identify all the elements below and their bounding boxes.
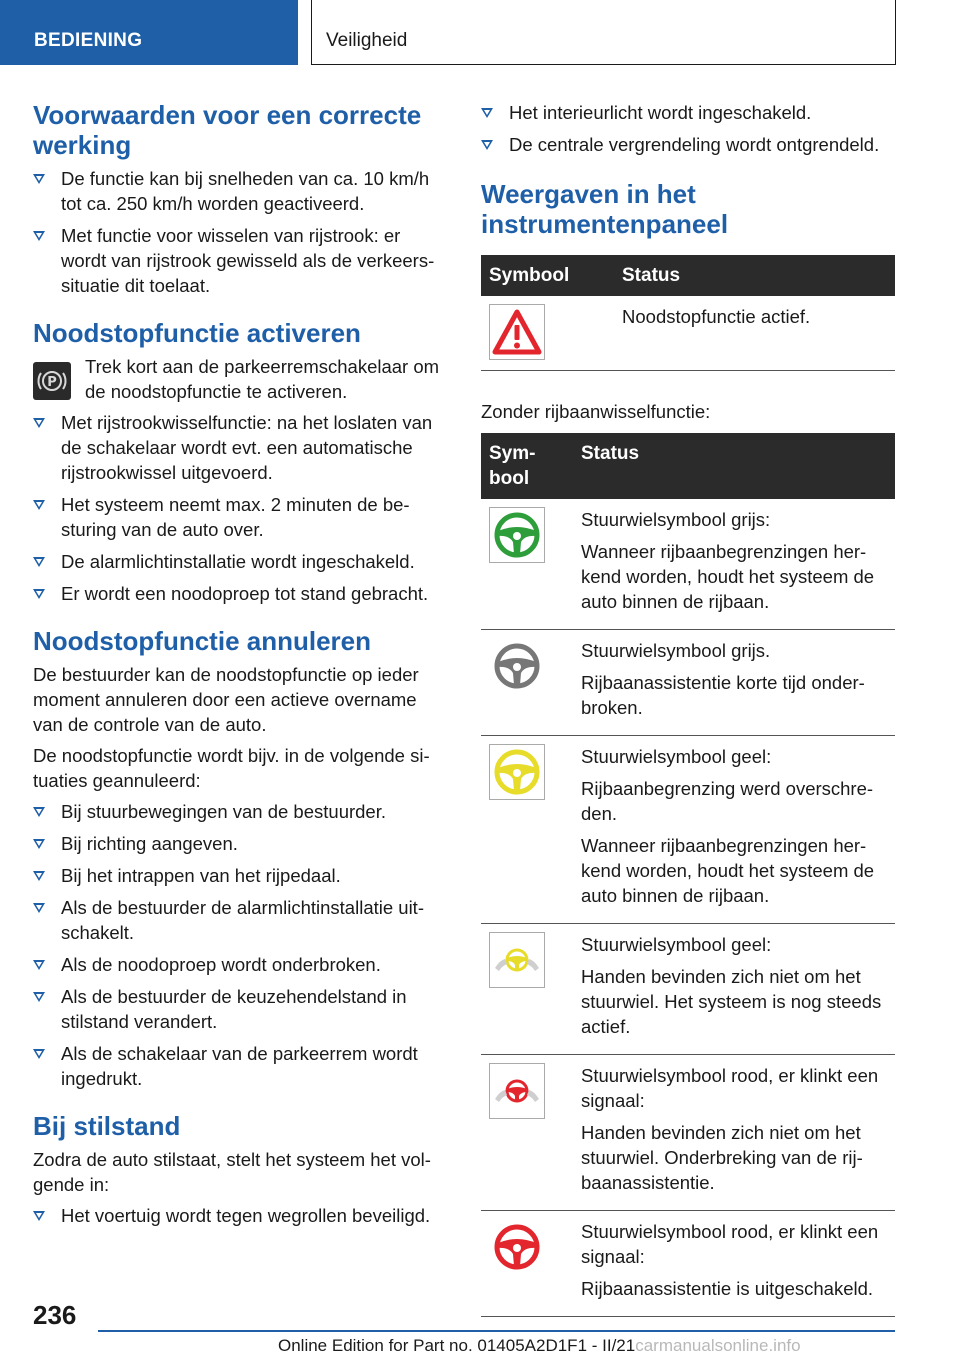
list-item: Als de bestuurder de keuzehendelstand in stilstand verandert. xyxy=(33,984,447,1034)
steering-wheel-yellow-icon xyxy=(489,744,545,800)
watermark: carmanualsonline.info xyxy=(635,1336,801,1355)
table-row: Stuurwielsymbool grijs: Wanneer rijbaanbegrenzingen her‐kend worden, houdt het systeem de auto binnen de rijbaan. xyxy=(481,499,895,630)
list-activeren xyxy=(33,410,447,606)
chapter-tab xyxy=(311,0,896,65)
bullet-triangle-icon xyxy=(33,992,45,1002)
list-stilstand xyxy=(33,1203,447,1228)
parking-brake-icon xyxy=(33,362,71,400)
heading-weergaven: Weergaven in het instrumentenpaneel xyxy=(481,179,729,239)
left-column xyxy=(33,100,447,1235)
bullet-triangle-icon xyxy=(481,108,493,118)
table-row: Stuurwielsymbool geel: Rijbaanbegrenzing werd overschre‐den. Wanneer rijbaanbegrenzingen her‐kend worden, houdt het systeem de auto binnen de rijbaan. xyxy=(481,736,895,924)
list-item: De functie kan bij snelheden van ca. 10 km/h tot ca. 250 km/h worden geactiveerd. xyxy=(33,166,447,216)
list-stilstand-cont xyxy=(481,100,895,157)
list-item: Bij het intrappen van het rijpedaal. xyxy=(33,863,447,888)
table-row: Stuurwielsymbool rood, er klinkt een signaal: Rijbaanassistentie is uitgeschakeld. xyxy=(481,1211,895,1317)
steering-wheel-green-icon xyxy=(489,507,545,563)
steering-wheel-hands-red-icon xyxy=(489,1063,545,1119)
list-item: Als de noodoproep wordt onderbroken. xyxy=(33,952,447,977)
bullet-triangle-icon xyxy=(33,1049,45,1059)
bullet-triangle-icon xyxy=(33,174,45,184)
list-item: Met functie voor wisselen van rijstrook: er wordt van rijstrook gewisseld als de verkeers‐situatie dit toelaat. xyxy=(33,223,447,298)
footer-edition: Online Edition for Part no. 01405A2D1F1 - II/21carmanualsonline.info xyxy=(278,1336,801,1355)
steering-wheel-gray-icon xyxy=(489,638,545,694)
table-row: Stuurwielsymbool grijs. Rijbaanassistentie korte tijd onder‐broken. xyxy=(481,630,895,736)
bullet-triangle-icon xyxy=(33,807,45,817)
table-header-symbol: Symbool xyxy=(481,255,614,296)
bullet-triangle-icon xyxy=(33,839,45,849)
bullet-triangle-icon xyxy=(33,960,45,970)
bullet-triangle-icon xyxy=(33,418,45,428)
table-stuurwiel xyxy=(481,433,895,1317)
bullet-triangle-icon xyxy=(481,140,493,150)
table-row: Stuurwielsymbool rood, er klinkt een signaal: Handen bevinden zich niet om het stuurwiel. Onderbreking van de rij‐baanassistentie. xyxy=(481,1055,895,1211)
heading-stilstand: Bij stilstand xyxy=(33,1111,181,1141)
warning-triangle-icon xyxy=(489,304,545,360)
list-item: Als de schakelaar van de parkeerrem wordt ingedrukt. xyxy=(33,1041,447,1091)
list-item: De alarmlichtinstallatie wordt ingeschakeld. xyxy=(33,549,447,574)
list-item: Het voertuig wordt tegen wegrollen beveiligd. xyxy=(33,1203,447,1228)
bullet-triangle-icon xyxy=(33,589,45,599)
bullet-triangle-icon xyxy=(33,1211,45,1221)
footer-divider xyxy=(98,1330,895,1332)
list-item: Het systeem neemt max. 2 minuten de be‐sturing van de auto over. xyxy=(33,492,447,542)
list-annuleren xyxy=(33,799,447,1091)
table-row: Stuurwielsymbool geel: Handen bevinden zich niet om het stuurwiel. Het systeem is nog steeds actief. xyxy=(481,924,895,1055)
annuleren-text-1: De bestuurder kan de noodstopfunctie op ieder moment annuleren door een actieve overname van de controle van de auto. xyxy=(33,664,419,735)
list-item: De centrale vergrendeling wordt ontgrendeld. xyxy=(481,132,895,157)
steering-wheel-red-icon xyxy=(489,1219,545,1275)
chapter-title: Veiligheid xyxy=(326,30,408,51)
list-item: Er wordt een noodoproep tot stand gebracht. xyxy=(33,581,447,606)
table-header-status: Status xyxy=(614,255,895,296)
list-voorwaarden xyxy=(33,166,447,298)
stilstand-text: Zodra de auto stilstaat, stelt het systeem het vol‐gende in: xyxy=(33,1149,431,1195)
heading-voorwaarden: Voorwaarden voor een correcte werking xyxy=(33,100,422,160)
list-item: Bij stuurbewegingen van de bestuurder. xyxy=(33,799,447,824)
table-header-status: Status xyxy=(573,433,895,499)
bullet-triangle-icon xyxy=(33,903,45,913)
list-item: Met rijstrookwisselfunctie: na het loslaten van de schakelaar wordt evt. een automatische rijstrookwissel uitgevoerd. xyxy=(33,410,447,485)
right-column xyxy=(481,100,895,1345)
list-item: Het interieurlicht wordt ingeschakeld. xyxy=(481,100,895,125)
heading-annuleren: Noodstopfunctie annuleren xyxy=(33,626,371,656)
table-noodstop xyxy=(481,255,895,371)
svg-text:P: P xyxy=(47,375,57,390)
bullet-triangle-icon xyxy=(33,231,45,241)
status-text: Noodstopfunctie actief. xyxy=(622,306,811,327)
page-number: 236 xyxy=(33,1300,77,1330)
section-tab xyxy=(0,0,298,65)
bullet-triangle-icon xyxy=(33,557,45,567)
section-title: BEDIENING xyxy=(34,30,143,51)
steering-wheel-hands-yellow-icon xyxy=(489,932,545,988)
list-item: Bij richting aangeven. xyxy=(33,831,447,856)
list-item: Als de bestuurder de alarmlichtinstallatie uit‐schakelt. xyxy=(33,895,447,945)
table-row xyxy=(481,296,895,371)
bullet-triangle-icon xyxy=(33,500,45,510)
heading-activeren: Noodstopfunctie activeren xyxy=(33,318,361,348)
table-header-symbol: Sym‐bool xyxy=(481,433,573,499)
activate-text: Trek kort aan de parkeerremschakelaar om de noodstopfunctie te activeren. xyxy=(85,356,440,402)
annuleren-text-2: De noodstopfunctie wordt bijv. in de volgende si‐tuaties geannuleerd: xyxy=(33,745,430,791)
zonder-label: Zonder rijbaanwisselfunctie: xyxy=(481,401,711,422)
activate-instruction xyxy=(33,354,447,404)
bullet-triangle-icon xyxy=(33,871,45,881)
